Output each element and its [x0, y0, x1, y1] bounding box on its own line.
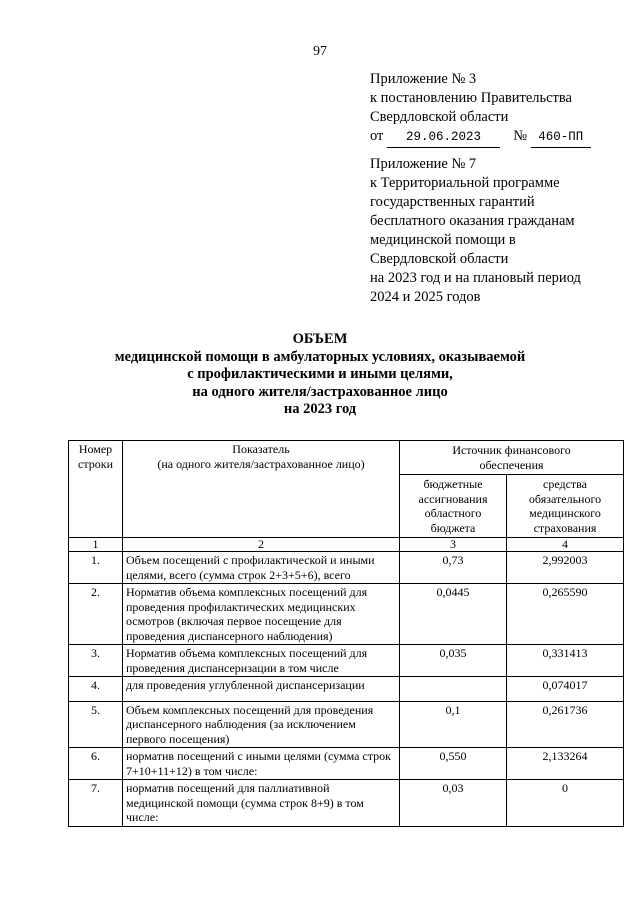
appendix-7-line: на 2023 год и на плановый период: [370, 270, 581, 286]
row-indicator: Объем посещений с профилактической и иными целями, всего (сумма строк 2+3+5+6), всего: [123, 552, 400, 584]
title-line: медицинской помощи в амбулаторных условиях, оказываемой: [114, 348, 526, 365]
appendix-3-header: [370, 70, 591, 148]
row-number: 4.: [69, 677, 123, 702]
header-text: (на одного жителя/застрахованное лицо): [157, 456, 365, 471]
row-budget-value: 0,0445: [400, 584, 507, 645]
appendix-3-title: Приложение № 3: [370, 71, 477, 87]
row-oms-value: 0,074017: [507, 677, 624, 702]
header-funding-source: Источник финансового обеспечения: [400, 441, 624, 475]
title-line: на одного жителя/застрахованное лицо: [192, 383, 448, 400]
row-indicator: для проведения углубленной диспансеризации: [123, 677, 400, 702]
appendix-7-line: государственных гарантий: [370, 194, 535, 210]
row-number: 6.: [69, 748, 123, 780]
page-number: 97: [313, 44, 327, 59]
row-number: 2.: [69, 584, 123, 645]
row-indicator: Норматив объема комплексных посещений для проведения диспансеризации в том числе: [123, 645, 400, 677]
date-prefix: от: [370, 128, 384, 144]
row-indicator: Норматив объема комплексных посещений для проведения профилактических медицинских осмотров (включая первое посещение для проведения диспансерного наблюдения): [123, 584, 400, 645]
header-budget: бюджетные ассигнования областного бюджета: [400, 475, 507, 538]
row-budget-value: 0,035: [400, 645, 507, 677]
appendix-7-line: медицинской помощи в: [370, 232, 516, 248]
table-row: [69, 552, 624, 584]
table-row: [69, 780, 624, 827]
header-text: Номер: [78, 442, 113, 456]
row-oms-value: 0: [507, 780, 624, 827]
row-indicator: норматив посещений с иными целями (сумма строк 7+10+11+12) в том числе:: [123, 748, 400, 780]
appendix-7-line: Свердловской области: [370, 251, 509, 267]
decree-date: 29.06.2023: [387, 128, 500, 148]
title-line: с профилактическими и иными целями,: [187, 366, 453, 382]
header-oms: средства обязательного медицинского страхования: [507, 475, 624, 538]
table-row: [69, 645, 624, 677]
row-budget-value: 0,1: [400, 701, 507, 748]
row-number: 1.: [69, 552, 123, 584]
appendix-7-line: 2024 и 2025 годов: [370, 289, 481, 305]
row-indicator: норматив посещений для паллиативной медицинской помощи (сумма строк 8+9) в том числе:: [123, 780, 400, 827]
appendix-7-line: бесплатного оказания гражданам: [370, 213, 575, 229]
header-text: Показатель: [232, 442, 290, 456]
number-prefix: №: [513, 128, 528, 144]
row-number: 7.: [69, 780, 123, 827]
appendix-3-line3: Свердловской области: [370, 109, 509, 125]
table-row: [69, 748, 624, 780]
row-number: 5.: [69, 701, 123, 748]
column-numbers-row: [69, 538, 624, 552]
header-row-number: [69, 441, 123, 538]
table-row: [69, 701, 624, 748]
title-line: на 2023 год: [283, 401, 357, 417]
table-row: [69, 677, 624, 702]
appendix-7-line: к Территориальной программе: [370, 175, 560, 191]
column-number: 2: [123, 538, 400, 552]
row-budget-value: [400, 677, 507, 702]
row-indicator: Объем комплексных посещений для проведения диспансерного наблюдения (за исключением первого посещения): [123, 701, 400, 748]
row-budget-value: 0,03: [400, 780, 507, 827]
appendix-3-line2: к постановлению Правительства: [370, 90, 572, 106]
row-number: 3.: [69, 645, 123, 677]
document-title: [0, 331, 640, 419]
title-line: ОБЪЕМ: [292, 331, 348, 347]
header-text: строки: [78, 456, 113, 471]
row-budget-value: 0,73: [400, 552, 507, 584]
row-oms-value: 0,261736: [507, 701, 624, 748]
column-number: 3: [400, 538, 507, 552]
column-number: 4: [507, 538, 624, 552]
decree-number: 460-ПП: [531, 128, 591, 148]
table-row: [69, 584, 624, 645]
row-oms-value: 0,331413: [507, 645, 624, 677]
row-budget-value: 0,550: [400, 748, 507, 780]
appendix-7-header: [370, 155, 581, 307]
row-oms-value: 2,133264: [507, 748, 624, 780]
volume-table: [68, 440, 624, 827]
header-indicator: [123, 441, 400, 538]
appendix-7-line: Приложение № 7: [370, 156, 477, 172]
appendix-3-date-line: [370, 127, 591, 148]
row-oms-value: 0,265590: [507, 584, 624, 645]
column-number: 1: [69, 538, 123, 552]
row-oms-value: 2,992003: [507, 552, 624, 584]
